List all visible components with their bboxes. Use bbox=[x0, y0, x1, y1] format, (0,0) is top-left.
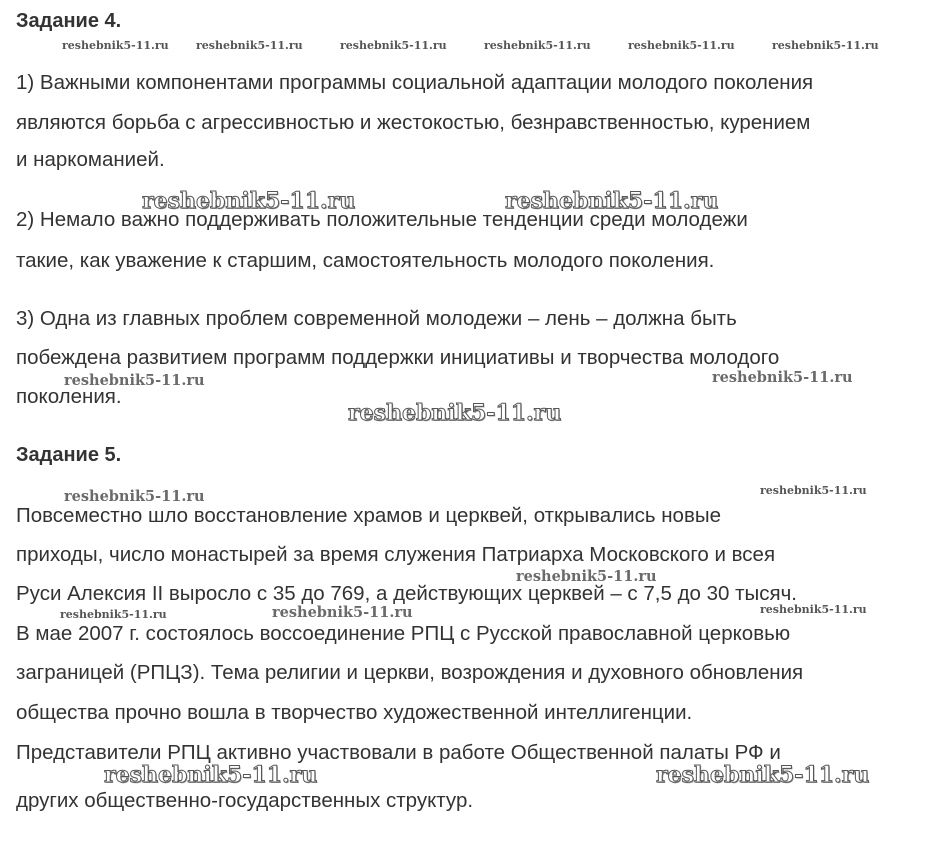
task4-line-4: 2) Немало важно поддерживать положительные тенденции среди молодежи bbox=[16, 208, 748, 231]
watermark: reshebnik5-11.ru bbox=[760, 603, 867, 616]
task4-line-3: и наркоманией. bbox=[16, 148, 165, 171]
watermark: reshebnik5-11.ru bbox=[60, 608, 167, 621]
watermark: reshebnik5-11.ru bbox=[272, 604, 413, 621]
task5-line-1: Повсеместно шло восстановление храмов и церквей, открывались новые bbox=[16, 504, 721, 527]
task5-line-8: других общественно-государственных структур. bbox=[16, 789, 474, 812]
task4-line-2: являются борьба с агрессивностью и жестокостью, безнравственностью, курением bbox=[16, 111, 811, 134]
task4-line-6: 3) Одна из главных проблем современной молодежи – лень – должна быть bbox=[16, 307, 737, 330]
watermark: reshebnik5-11.ru bbox=[760, 484, 867, 497]
watermark: reshebnik5-11.ru bbox=[62, 39, 169, 52]
watermark: reshebnik5-11.ru bbox=[656, 762, 870, 788]
watermark: reshebnik5-11.ru bbox=[142, 188, 356, 214]
task4-heading: Задание 4. bbox=[16, 10, 122, 32]
watermark: reshebnik5-11.ru bbox=[772, 39, 879, 52]
task5-line-2: приходы, число монастырей за время служения Патриарха Московского и всея bbox=[16, 543, 776, 566]
task5-heading: Задание 5. bbox=[16, 444, 122, 466]
task4-line-1: 1) Важными компонентами программы социальной адаптации молодого поколения bbox=[16, 71, 814, 94]
watermark: reshebnik5-11.ru bbox=[505, 188, 719, 214]
watermark: reshebnik5-11.ru bbox=[712, 369, 853, 386]
task4-line-7: побеждена развитием программ поддержки инициативы и творчества молодого bbox=[16, 346, 780, 369]
watermark: reshebnik5-11.ru bbox=[628, 39, 735, 52]
watermark: reshebnik5-11.ru bbox=[196, 39, 303, 52]
watermark: reshebnik5-11.ru bbox=[516, 568, 657, 585]
watermark: reshebnik5-11.ru bbox=[348, 400, 562, 426]
task5-line-4: В мае 2007 г. состоялось воссоединение РПЦ с Русской православной церковью bbox=[16, 622, 791, 645]
task5-line-5: заграницей (РПЦЗ). Тема религии и церкви, возрождения и духовного обновления bbox=[16, 661, 804, 684]
task5-line-6: общества прочно вошла в творчество художественной интеллигенции. bbox=[16, 701, 693, 724]
watermark: reshebnik5-11.ru bbox=[104, 762, 318, 788]
watermark: reshebnik5-11.ru bbox=[340, 39, 447, 52]
task4-line-5: такие, как уважение к старшим, самостоятельность молодого поколения. bbox=[16, 249, 715, 272]
task5-line-3: Руси Алексия II выросло с 35 до 769, а действующих церквей – с 7,5 до 30 тысяч. bbox=[16, 582, 797, 605]
watermark: reshebnik5-11.ru bbox=[64, 372, 205, 389]
watermark: reshebnik5-11.ru bbox=[484, 39, 591, 52]
task4-line-8: поколения. bbox=[16, 385, 122, 408]
task5-line-7: Представители РПЦ активно участвовали в работе Общественной палаты РФ и bbox=[16, 741, 781, 764]
watermark: reshebnik5-11.ru bbox=[64, 488, 205, 505]
